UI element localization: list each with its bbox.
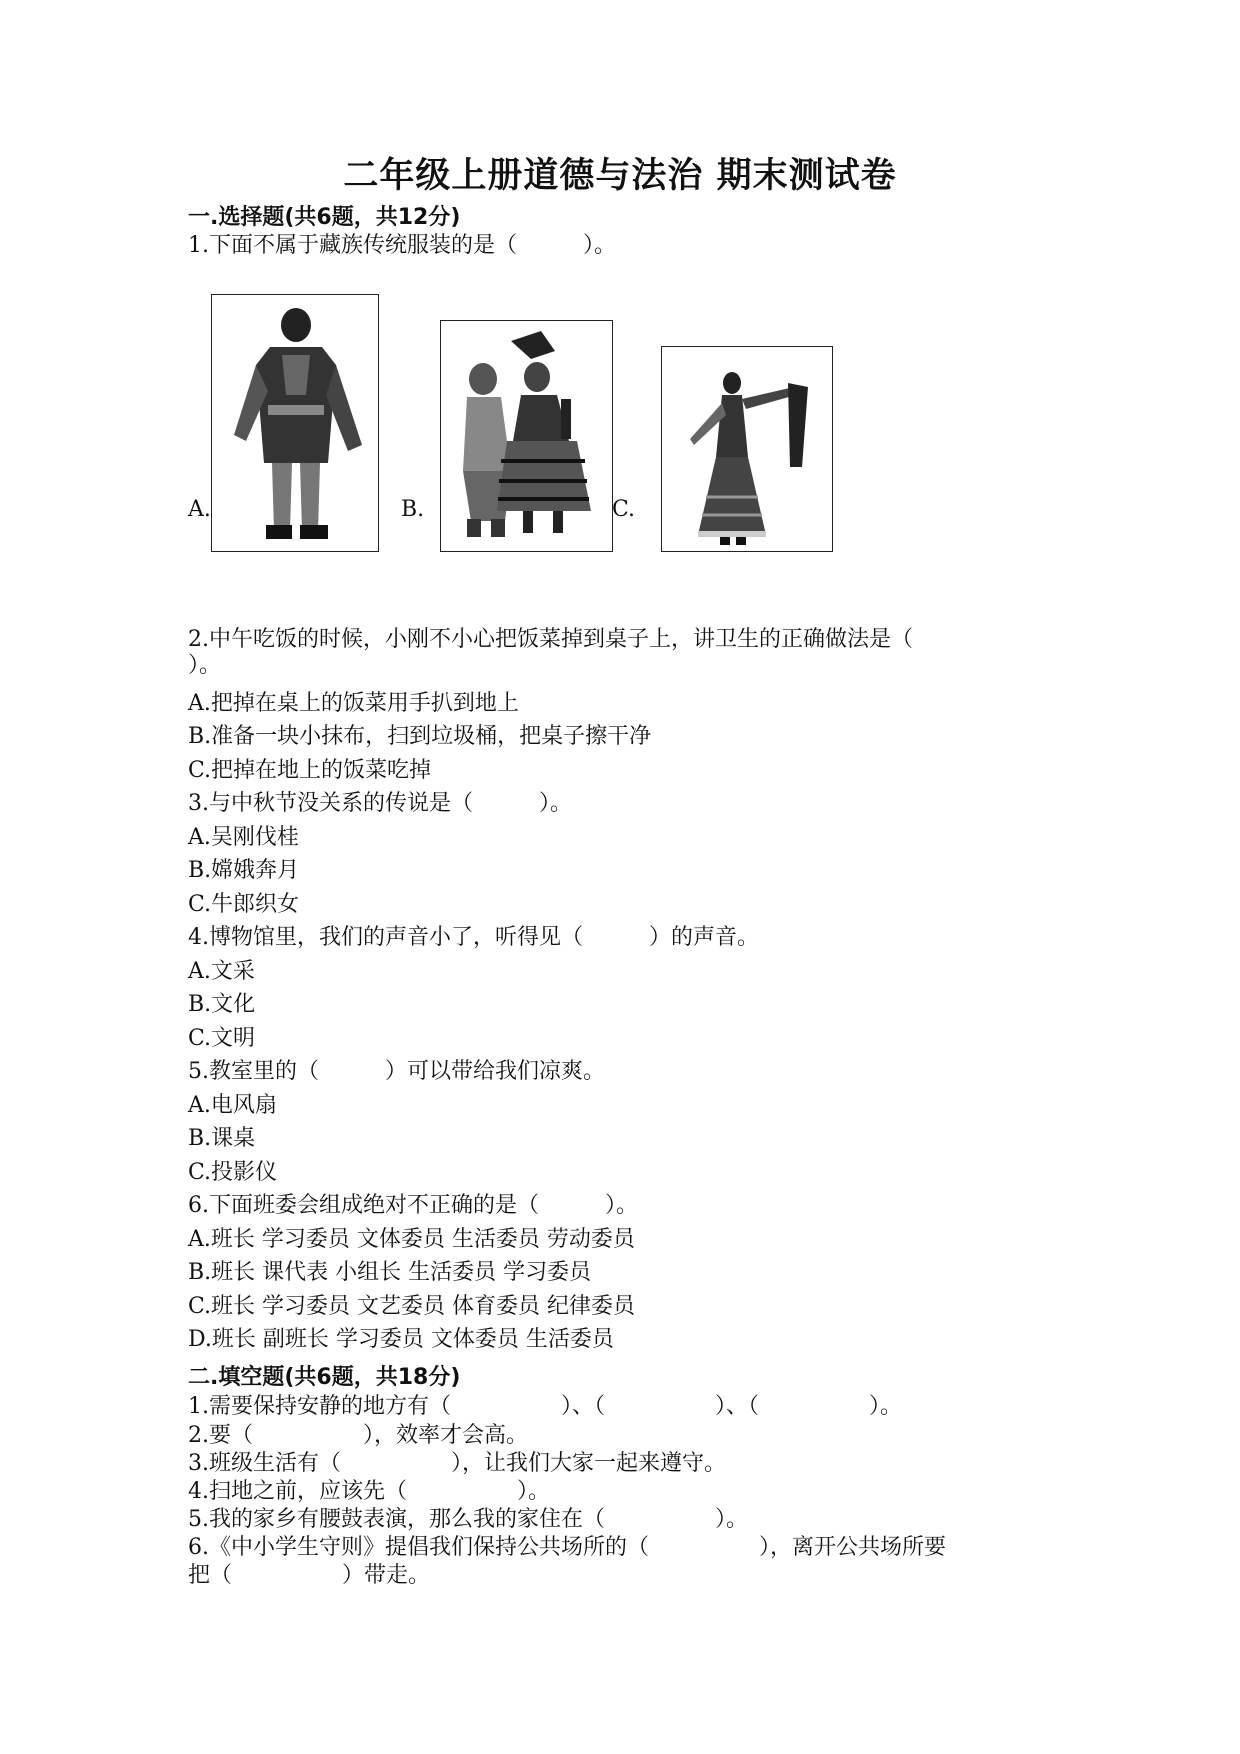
fill-blank-2: 2.要（ ），效率才会高。 [188, 1423, 528, 1448]
tibetan-man-costume-image [211, 294, 379, 552]
question-4-option-b: B.文化 [188, 992, 256, 1017]
question-3-option-b: B.嫦娥奔月 [188, 858, 300, 883]
question-2-option-a: A.把掉在桌上的饭菜用手扒到地上 [188, 691, 519, 716]
question-3-option-c: C.牛郎织女 [188, 892, 300, 917]
tibetan-woman-dance-costume-image [661, 346, 833, 552]
fill-blank-5: 5.我的家乡有腰鼓表演，那么我的家住在（ ）。 [188, 1507, 748, 1532]
question-6-option-b: B.班长 课代表 小组长 生活委员 学习委员 [188, 1260, 592, 1285]
question-4-option-c: C.文明 [188, 1026, 256, 1051]
question-2-option-c: C.把掉在地上的饭菜吃掉 [188, 758, 432, 783]
fill-blank-4: 4.扫地之前，应该先（ ）。 [188, 1479, 550, 1504]
question-4-stem: 4.博物馆里，我们的声音小了，听得见（ ）的声音。 [188, 925, 759, 950]
miao-couple-costume-image [440, 320, 613, 552]
question-2-stem-line2: ）。 [188, 653, 222, 678]
question-5-option-b: B.课桌 [188, 1126, 256, 1151]
question-5-option-a: A.电风扇 [188, 1093, 277, 1118]
question-6-option-c: C.班长 学习委员 文艺委员 体育委员 纪律委员 [188, 1294, 636, 1319]
question-6-option-d: D.班长 副班长 学习委员 文体委员 生活委员 [188, 1327, 614, 1352]
question-5-option-c: C.投影仪 [188, 1160, 278, 1185]
miao-couple-costume-illustration [441, 321, 612, 551]
section-heading-fill-blank: 二.填空题(共6题，共18分) [188, 1365, 461, 1390]
question-3-option-a: A.吴刚伐桂 [188, 825, 299, 850]
question-4-option-a: A.文采 [188, 959, 255, 984]
fill-blank-3: 3.班级生活有（ ），让我们大家一起来遵守。 [188, 1451, 726, 1476]
fill-blank-6-line2: 把（ ）带走。 [188, 1563, 431, 1588]
q1-option-a-label: A. [188, 497, 211, 522]
q1-option-b-label: B. [401, 497, 425, 522]
question-2-stem-line1: 2.中午吃饭的时候，小刚不小心把饭菜掉到桌子上，讲卫生的正确做法是（ [188, 627, 913, 652]
question-6-option-a: A.班长 学习委员 文体委员 生活委员 劳动委员 [188, 1227, 635, 1252]
fill-blank-6-line1: 6.《中小学生守则》提倡我们保持公共场所的（ ），离开公共场所要 [188, 1535, 946, 1560]
tibetan-woman-dance-costume-illustration [662, 347, 832, 551]
page-title: 二年级上册道德与法治 期末测试卷 [343, 156, 897, 196]
question-2-option-b: B.准备一块小抹布，扫到垃圾桶，把桌子擦干净 [188, 724, 652, 749]
tibetan-man-costume-illustration [212, 295, 378, 551]
question-3-stem: 3.与中秋节没关系的传说是（ ）。 [188, 791, 572, 816]
fill-blank-1: 1.需要保持安静的地方有（ ）、（ ）、（ ）。 [188, 1394, 902, 1419]
question-1-stem: 1.下面不属于藏族传统服装的是（ ）。 [188, 233, 616, 258]
question-5-stem: 5.教室里的（ ）可以带给我们凉爽。 [188, 1059, 605, 1084]
question-6-stem: 6.下面班委会组成绝对不正确的是（ ）。 [188, 1193, 638, 1218]
q1-option-c-label: C. [612, 497, 636, 522]
section-heading-choice: 一.选择题(共6题，共12分) [188, 205, 461, 230]
